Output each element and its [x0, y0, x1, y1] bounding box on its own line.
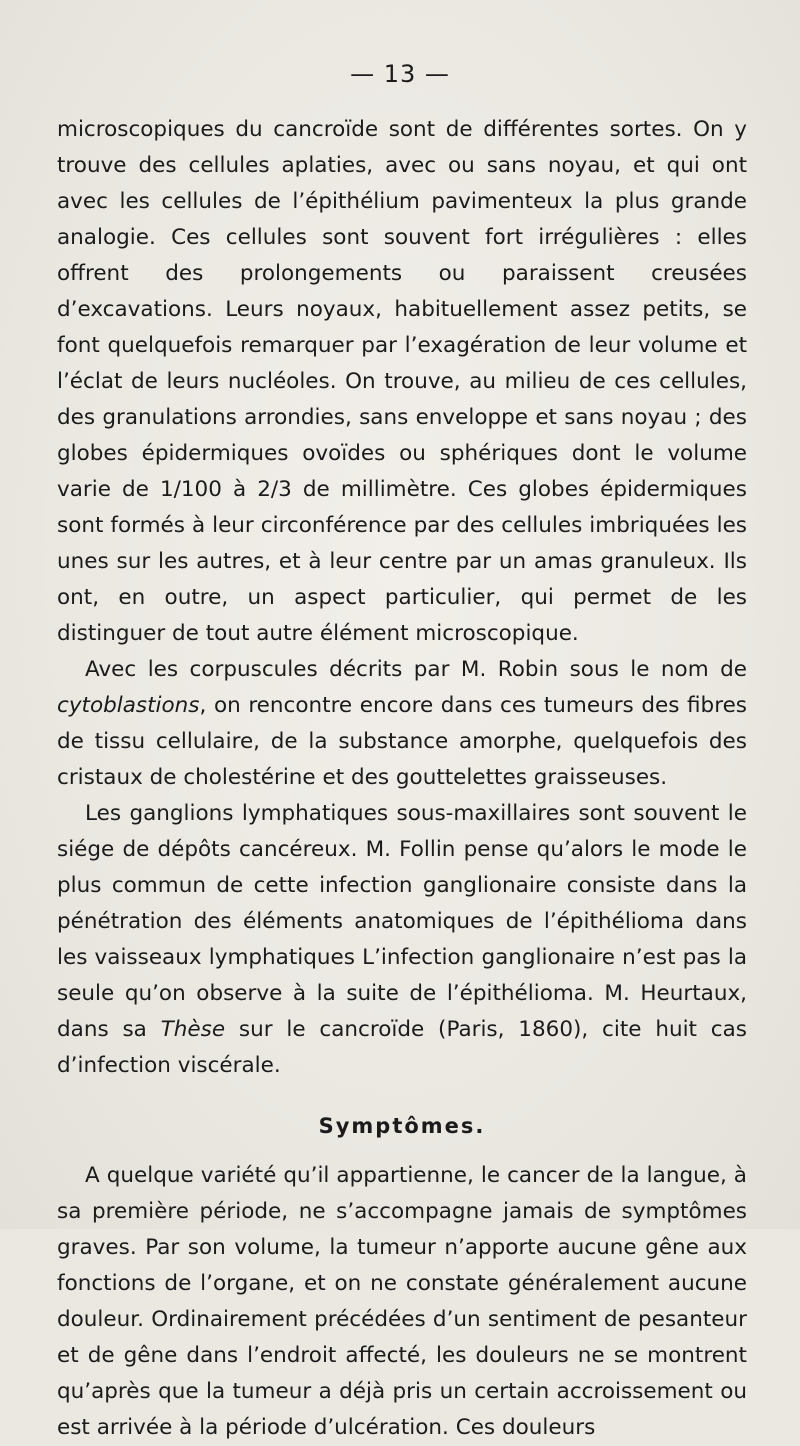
page-body	[57, 112, 747, 1446]
paragraph-1: microscopiques du cancroïde sont de différentes sortes. On y trouve des cellules aplaties, avec ou sans noyau, et qui ont avec les cellules de l’épithélium pavimenteux la plus grande analogie. Ces cellules sont souvent fort irrégulières : elles offrent des prolongements ou paraissent creusées d’excavations. Leurs noyaux, habituellement assez petits, se font quelquefois remarquer par l’exagération de leur volume et l’éclat de leurs nucléoles. On trouve, au milieu de ces cellules, des granulations arrondies, sans enveloppe et sans noyau ; des globes épidermiques ovoïdes ou sphériques dont le volume varie de 1/100 à 2/3 de millimètre. Ces globes épidermiques sont formés à leur circonférence par des cellules imbriquées les unes sur les autres, et à leur centre par un amas granuleux. Ils ont, en outre, un aspect particulier, qui permet de les distinguer de tout autre élément microscopique.	[57, 117, 747, 646]
paragraph-2	[57, 652, 747, 796]
paragraph-3-text-b: sur le cancroïde (Paris, 1860), cite huit cas d’infection viscérale.	[57, 1017, 747, 1078]
section-title: Symptômes.	[318, 1114, 486, 1138]
paragraph-4: A quelque variété qu’il appartienne, le cancer de la langue, à sa première période, ne s’accompagne jamais de symptômes graves. Par son volume, la tumeur n’apporte aucune gêne aux fonctions de l’organe, et on ne constate généralement aucune douleur. Ordinairement précédées d’un sentiment de pesanteur et de gêne dans l’endroit affecté, les douleurs ne se montrent qu’après que la tumeur a déjà pris un certain accroissement ou est arrivée à la période d’ulcération. Ces douleurs	[57, 1163, 747, 1440]
page-number: — 13 —	[350, 60, 450, 88]
paragraph-3	[57, 796, 747, 1084]
paragraph-2-text-a: Avec les corpuscules décrits par M. Robin sous le nom de	[85, 657, 747, 682]
paragraph-3-italic-term: Thèse	[160, 1017, 226, 1042]
paragraph-2-text-b: , on rencontre encore dans ces tumeurs des fibres de tissu cellulaire, de la substance amorphe, quelquefois des cristaux de cholestérine et des gouttelettes graisseuses.	[57, 693, 747, 790]
paragraph-3-text-a: Les ganglions lymphatiques sous-maxillaires sont souvent le siége de dépôts cancéreux. M. Follin pense qu’alors le mode le plus commun de cette infection ganglionaire consiste dans la pénétration des éléments anatomiques de l’épithélioma dans les vaisseaux lymphatiques L’infection ganglionaire n’est pas la seule qu’on observe à la suite de l’épithélioma. M. Heurtaux, dans sa	[57, 801, 747, 1042]
paragraph-2-italic-term: cytoblastions	[57, 693, 200, 718]
